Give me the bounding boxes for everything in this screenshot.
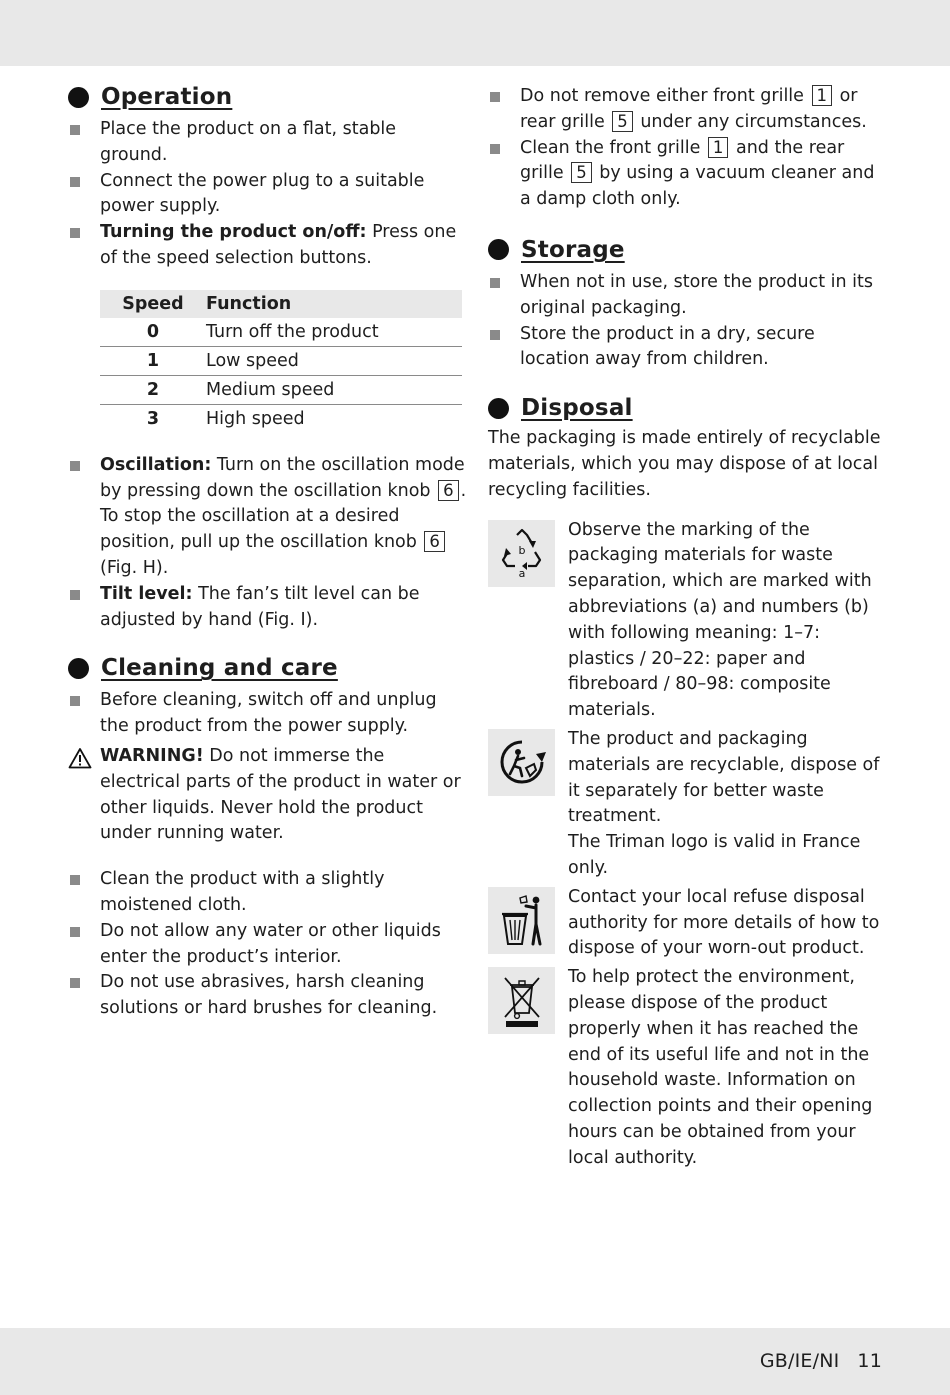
triman-icon (488, 729, 555, 796)
list-item: When not in use, store the product in its original packaging. (488, 270, 888, 322)
recycling-code-icon (488, 520, 555, 587)
list-item (68, 220, 468, 272)
part-reference: 5 (571, 162, 592, 183)
function-value: Medium speed (206, 375, 462, 404)
section-title: Operation (101, 84, 233, 110)
disposal-text: Observe the marking of the packaging materials for waste separation, which are marked with abbreviations (a) and numbers (b) with following meaning: 1–7: plastics / 20–22: paper and fibreboard / 80–98: composite materials. (568, 519, 872, 721)
section-storage-heading (488, 235, 888, 265)
section-title: Storage (521, 236, 625, 263)
function-value: High speed (206, 408, 305, 429)
svg-text:b: b (518, 544, 525, 558)
part-reference: 1 (812, 85, 833, 106)
footer-region: GB/IE/NI (759, 1350, 840, 1372)
disposal-text: The product and packaging materials are recyclable, dispose of it separately for better waste treatment. (568, 728, 880, 827)
speed-value: 0 (100, 318, 206, 347)
table-row (100, 346, 462, 375)
page-footer (760, 1350, 882, 1372)
item-text: . To stop the oscillation at a desired position, pull up the oscillation knob (100, 480, 467, 553)
disposal-text-note: The Triman logo is valid in France only. (568, 832, 861, 878)
list-item: Do not allow any water or other liquids enter the product’s interior. (68, 919, 468, 971)
item-text: The fan’s tilt level can be adjusted by hand (Fig. I). (100, 583, 420, 630)
part-reference: 6 (424, 531, 445, 552)
operation-list-2 (68, 453, 468, 634)
disposal-text: Contact your local refuse disposal authority for more details of how to dispose of your worn-out product. (568, 886, 880, 959)
section-operation-heading (68, 82, 468, 112)
section-bullet-icon (488, 398, 509, 419)
table-header-row (100, 290, 462, 318)
table-row (100, 375, 462, 404)
top-band (0, 0, 950, 66)
list-item (488, 136, 888, 213)
function-value: Low speed (206, 346, 462, 375)
column-header-speed: Speed (100, 290, 206, 318)
storage-list (488, 270, 888, 373)
column-header-function: Function (206, 290, 462, 318)
page-number: 11 (857, 1350, 882, 1372)
item-text: by using a vacuum cleaner and a damp cloth only. (520, 163, 875, 210)
left-column (68, 82, 468, 1022)
warning-lead: WARNING! (100, 745, 204, 766)
list-item: Clean the product with a slightly moistened cloth. (68, 867, 468, 919)
section-bullet-icon (488, 239, 509, 260)
list-item (68, 453, 468, 582)
svg-text:a: a (518, 567, 525, 580)
item-lead: Turning the product on/off: (100, 222, 367, 243)
item-lead: Tilt level: (100, 583, 193, 604)
right-column (488, 82, 888, 1171)
waste-bin-person-icon (488, 887, 555, 954)
item-text: Do not remove either front grille (520, 86, 810, 106)
section-title: Cleaning and care (101, 655, 338, 682)
warning-text: Do not immerse the electrical parts of the product in water or other liquids. Never hold the product under running water. (100, 745, 461, 844)
grille-list (488, 84, 888, 213)
item-text: and the rear grille (520, 137, 845, 184)
list-item (488, 84, 888, 136)
disposal-intro: The packaging is made entirely of recyclable materials, which you may dispose of at local recycling facilities. (488, 428, 881, 500)
speed-value: 2 (100, 375, 206, 404)
disposal-block-refuse (488, 885, 888, 962)
item-text: or rear grille (520, 86, 858, 132)
part-reference: 1 (708, 137, 729, 158)
table-row (100, 404, 462, 433)
function-value: Turn off the product (206, 318, 462, 347)
disposal-block-weee (488, 965, 888, 1171)
warning-block (68, 744, 468, 847)
cleaning-list (68, 688, 468, 740)
speed-value: 1 (100, 346, 206, 375)
section-bullet-icon (68, 658, 89, 679)
speed-value: 3 (146, 408, 160, 429)
section-title: Disposal (521, 395, 633, 422)
item-text: Clean the front grille (520, 137, 706, 158)
cleaning-list-2 (68, 867, 468, 1022)
item-lead: Oscillation: (100, 454, 212, 475)
list-item: Store the product in a dry, secure location away from children. (488, 322, 888, 374)
disposal-block-triman (488, 727, 888, 882)
list-item: Do not use abrasives, harsh cleaning solutions or hard brushes for cleaning. (68, 970, 468, 1022)
warning-triangle-icon (68, 747, 92, 769)
list-item (68, 582, 468, 634)
item-text: (Fig. H). (100, 557, 169, 578)
part-reference: 6 (438, 480, 459, 501)
part-reference: 5 (612, 111, 633, 132)
list-item: Connect the power plug to a suitable power supply. (68, 169, 468, 221)
item-text: Turn on the oscillation mode by pressing down the oscillation knob (100, 454, 465, 501)
disposal-block-recycling-code (488, 518, 888, 724)
disposal-text: To help protect the environment, please dispose of the product properly when it has reached the end of its useful life and not in the household waste. Information on collection points and their opening hours can be obtained from your local authority. (568, 967, 873, 1168)
item-text: Press one of the speed selection buttons. (100, 222, 457, 268)
operation-list (68, 117, 468, 272)
table-row (100, 318, 462, 347)
section-bullet-icon (68, 87, 89, 108)
crossed-out-bin-icon (488, 967, 555, 1034)
item-text: under any circumstances. (634, 111, 867, 132)
section-cleaning-heading (68, 653, 468, 683)
list-item: Place the product on a flat, stable ground. (68, 117, 468, 169)
section-disposal-heading (488, 393, 888, 423)
speed-table (100, 290, 462, 433)
list-item: Before cleaning, switch off and unplug the product from the power supply. (68, 688, 468, 740)
